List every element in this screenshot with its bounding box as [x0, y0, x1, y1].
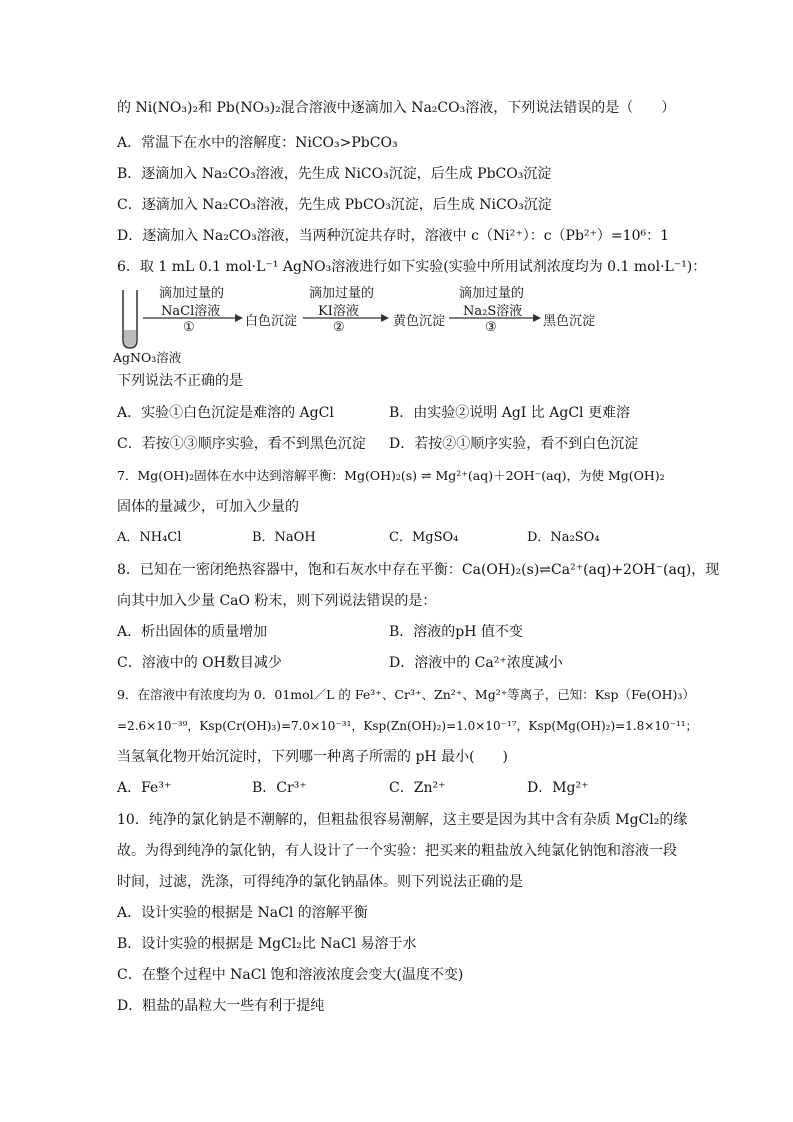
q8-option-b: B．溶液的pH 值不变	[389, 624, 523, 640]
result3: 黑色沉淀	[543, 314, 596, 329]
arrow-2-head	[381, 314, 389, 322]
q8-option-d: D．溶液中的 Ca²⁺浓度减小	[389, 655, 563, 671]
q8-option-c: C．溶液中的 OH数目减少	[117, 655, 282, 671]
q9-option-b: B．Cr³⁺	[252, 780, 307, 796]
q9-option-d: D．Mg²⁺	[527, 780, 589, 796]
q7-option-b: B．NaOH	[252, 530, 316, 545]
q6-option-c: C．若按①③顺序实验，看不到黑色沉淀	[117, 436, 366, 452]
q6-option-d: D．若按②①顺序实验，看不到白色沉淀	[389, 436, 639, 452]
q10-option-c: C．在整个过程中 NaCl 饱和溶液浓度会变大(温度不变)	[117, 967, 464, 983]
q7-option-a: A．NH₄Cl	[117, 530, 182, 545]
step2-reagent: KI溶液	[318, 304, 359, 319]
q10-option-d: D．粗盐的晶粒大一些有利于提纯	[117, 998, 325, 1014]
q10-stem-line1: 10．纯净的氯化钠是不潮解的，但粗盐很容易潮解，这主要是因为其中含有杂质 MgCl₂的缘	[117, 812, 688, 828]
result2: 黄色沉淀	[393, 314, 446, 329]
step3-reagent: Na₂S溶液	[463, 304, 523, 319]
q5-stem: 的 Ni(NO₃)₂和 Pb(NO₃)₂混合溶液中逐滴加入 Na₂CO₃溶液，下列说法错误的是（ ）	[117, 100, 676, 116]
q8-stem-line1: 8．已知在一密闭绝热容器中，饱和石灰水中存在平衡：Ca(OH)₂(s)⇌Ca²⁺(aq)+2OH⁻(aq)，现	[117, 562, 720, 578]
q6-option-a: A．实验①白色沉淀是难溶的 AgCl	[117, 405, 334, 421]
q9-stem-line3: 当氢氧化物开始沉淀时，下列哪一种离子所需的 pH 最小( )	[117, 749, 508, 765]
q9-option-a: A．Fe³⁺	[117, 780, 172, 796]
q10-option-a: A．设计实验的根据是 NaCl 的溶解平衡	[117, 905, 368, 921]
q6-question: 下列说法不正确的是	[117, 373, 243, 389]
q9-option-c: C．Zn²⁺	[389, 780, 446, 796]
experiment-flow-diagram	[113, 282, 603, 366]
step2-number: ②	[333, 320, 345, 335]
q10-stem-line3: 时间，过滤，洗涤，可得纯净的氯化钠晶体。则下列说法正确的是	[117, 874, 523, 890]
q9-stem-line2: =2.6×10⁻³⁹，Ksp(Cr(OH)₃)=7.0×10⁻³¹，Ksp(Zn(OH)₂)=1.0×10⁻¹⁷，Ksp(Mg(OH)₂)=1.8×10⁻¹¹；	[117, 719, 698, 733]
q8-option-a: A．析出固体的质量增加	[117, 624, 268, 640]
q10-stem-line2: 故。为得到纯净的氯化钠，有人设计了一个实验：把买来的粗盐放入纯氯化钠饱和溶液一段	[117, 843, 677, 859]
q7-stem-line2: 固体的量减少，可加入少量的	[117, 499, 299, 515]
q10-option-b: B．设计实验的根据是 MgCl₂比 NaCl 易溶于水	[117, 936, 417, 952]
q7-option-c: C．MgSO₄	[389, 530, 459, 545]
arrow-1-head	[235, 314, 243, 322]
tube-label: AgNO₃溶液	[113, 350, 182, 365]
q9-stem-line1: 9．在溶液中有浓度均为 0．01mol／L 的 Fe³⁺、Cr³⁺、Zn²⁺、Mg²⁺等离子，已知：Ksp（Fe(OH)₃）	[117, 687, 695, 702]
q5-option-b: B．逐滴加入 Na₂CO₃溶液，先生成 NiCO₃沉淀，后生成 PbCO₃沉淀	[117, 166, 552, 182]
q7-stem-line1: 7．Mg(OH)₂固体在水中达到溶解平衡：Mg(OH)₂(s) ⇌ Mg²⁺(aq)＋2OH⁻(aq)，为使 Mg(OH)₂	[117, 468, 665, 483]
step1-number: ①	[183, 320, 195, 335]
step3-number: ③	[485, 320, 497, 335]
q8-stem-line2: 向其中加入少量 CaO 粉末，则下列说法错误的是：	[117, 593, 437, 609]
step3-top: 滴加过量的	[459, 286, 525, 301]
step1-top: 滴加过量的	[159, 286, 225, 301]
tube-liquid	[124, 330, 136, 347]
step2-top: 滴加过量的	[309, 286, 375, 301]
q6-option-b: B．由实验②说明 AgI 比 AgCl 更难溶	[389, 405, 630, 421]
q5-option-d: D．逐滴加入 Na₂CO₃溶液，当两种沉淀共存时，溶液中 c（Ni²⁺）：c（Pb²⁺）=10⁶：1	[117, 228, 669, 244]
q6-stem: 6．取 1 mL 0.1 mol·L⁻¹ AgNO₃溶液进行如下实验(实验中所用试剂浓度均为 0.1 mol·L⁻¹)：	[117, 259, 707, 275]
step1-reagent: NaCl溶液	[161, 304, 221, 319]
q5-option-a: A．常温下在水中的溶解度：NiCO₃>PbCO₃	[117, 135, 398, 151]
arrow-3-head	[533, 314, 541, 322]
result1: 白色沉淀	[245, 314, 298, 329]
q5-option-c: C．逐滴加入 Na₂CO₃溶液，先生成 PbCO₃沉淀，后生成 NiCO₃沉淀	[117, 197, 552, 213]
q7-option-d: D．Na₂SO₄	[527, 530, 600, 545]
